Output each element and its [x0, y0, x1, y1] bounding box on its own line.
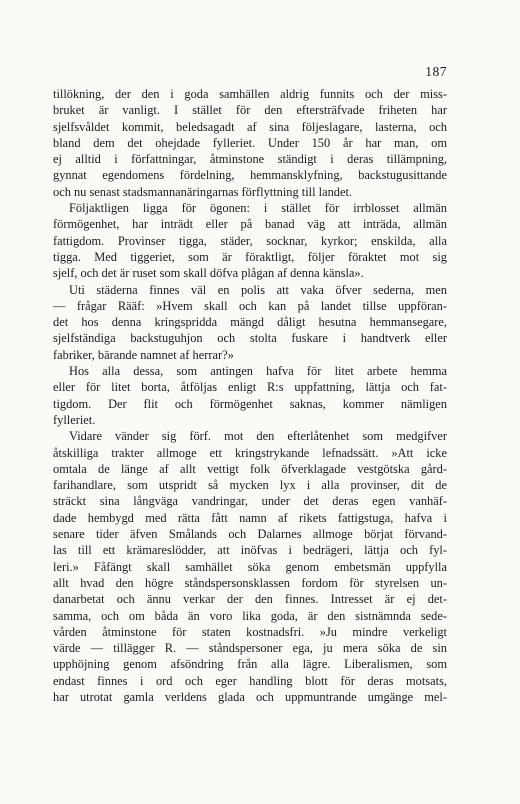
text-line: eller för litet borta, åtföljas enligt R:s uppfattning, lättja och fat-	[53, 380, 447, 395]
text-line: gynnat egendomens fördelning, hemmansklyfning, backstugusittande	[53, 168, 447, 183]
text-line: sjelf, och det är ruset som skall döfva plågan af denna känsla».	[53, 266, 364, 281]
text-line: bland dem det ohejdade fylleriet. Under 150 år har man, om	[53, 135, 447, 150]
text-line: las till ett krämareslödder, att inöfvas i bedrägeri, lättja och fyl-	[53, 543, 447, 558]
text-line: fylleriet.	[53, 412, 96, 427]
text-line: tigga. Med tiggeriet, som är föraktligt, följer föraktet mot sig	[53, 249, 447, 264]
text-line: bruket är vanligt. I stället för den eftersträfvade friheten har	[53, 103, 447, 118]
text-line: förmögenhet, har inträdt eller på banad väg att inträda, allmän	[53, 217, 447, 232]
text-line: allt hvad den högre ståndspersonsklassen fordom för styrelsen un-	[53, 575, 447, 590]
text-line: åtskilliga trakter allmoge ett kringstrykande lefnadssätt. »Att icke	[53, 445, 447, 460]
text-line: och nu senast stadsmannanäringarnas förflyttning till landet.	[53, 184, 353, 199]
text-line: upphöjning genom afsöndring från alla lägre. Liberalismen, som	[53, 657, 447, 672]
paragraph	[53, 428, 447, 705]
text-line: omtala de länge af allt vettigt folk öfverklagade vestgötska gård-	[53, 461, 447, 476]
text-line: sjelfständiga backstuguhjon och stolta fuskare i handtverk eller	[53, 331, 447, 346]
text-line: tillökning, der den i goda samhällen aldrig funnits och der miss-	[53, 87, 447, 101]
text-line: danarbetat och ännu verkar der den finnes. Intresset är ej det-	[53, 592, 447, 607]
text-line: Hos alla dessa, som antingen hafva för litet arbete hemma	[69, 364, 447, 379]
text-line: det hos denna kringspridda mängd dåligt hesutna hemmansegare,	[53, 315, 447, 330]
text-line: — frågar Rääf: »Hvem skall och kan på landet tillse uppföran-	[53, 298, 447, 313]
text-line: värde — tillägger R. — ståndspersoner ega, ju mera söka de sin	[53, 641, 447, 656]
paragraph	[53, 363, 447, 428]
text-line: senare tider äfven Smålands och Dalarnes allmoge börjat förvand-	[53, 527, 447, 542]
text-line: ej alltid i författningar, åtminstone ständigt i deras tillämpning,	[53, 152, 447, 167]
text-line: Följaktligen ligga för ögonen: i stället för irrblosset allmän	[69, 201, 447, 216]
text-line: sträckt sina långväga vandringar, under det deras egen vanhäf-	[53, 494, 447, 509]
text-line: Uti städerna finnes väl en polis att vaka öfver sederna, men	[69, 282, 447, 297]
body-text	[53, 86, 447, 705]
paragraph	[53, 282, 447, 363]
text-line: vården åtminstone för staten kostnadsfri. »Ju mindre verkeligt	[53, 624, 447, 639]
text-line: tigdom. Der flit och förmögenhet saknas, kommer nämligen	[53, 396, 447, 411]
text-line: leri.» Fåfängt skall samhället söka genom embetsmän uppfylla	[53, 559, 447, 574]
text-line: fattigdom. Provinser tigga, städer, socknar, kyrkor; enskilda, alla	[53, 233, 447, 248]
text-line: Vidare vänder sig förf. mot den efterlåtenhet som medgifver	[69, 429, 447, 444]
page-number: 187	[425, 64, 447, 79]
paragraph	[53, 200, 447, 281]
text-line: fabriker, bärande namnet af herrar?»	[53, 347, 234, 362]
text-line: har utrotat gamla verldens glada och uppmuntrande umgänge mel-	[53, 689, 447, 704]
text-line: sjelfsvåldet kommit, beledsagadt af sina följeslagare, lasterna, och	[53, 119, 447, 134]
text-line: endast finnes i ord och eger handling blott för deras motsats,	[53, 673, 447, 688]
paragraph	[53, 86, 447, 200]
text-line: dade hembygd med rätta fått namn af rikets fattigstuga, hafva i	[53, 510, 447, 525]
text-line: farihandlare, som utspridt så mycken lyx i alla provinser, dit de	[53, 478, 447, 493]
text-line: samma, och om båda än voro lika goda, är den sistnämnda sede-	[53, 608, 447, 623]
